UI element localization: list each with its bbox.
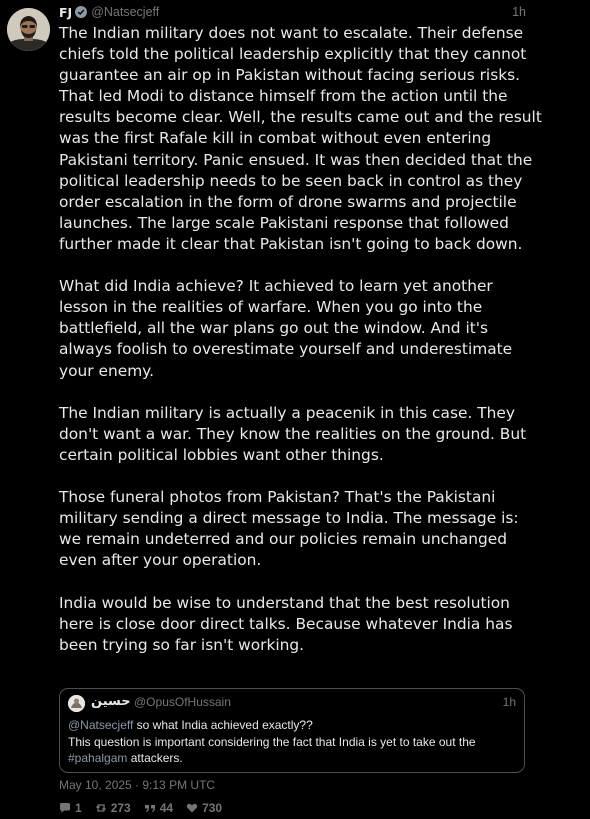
quote-stat[interactable] xyxy=(144,801,173,815)
tweet-paragraph: India would be wise to understand that the best resolution here is close door direct talks. Because whatever India has been trying so far isn't working. xyxy=(59,593,513,654)
quoted-author-avatar[interactable] xyxy=(68,695,85,712)
quoted-text: attackers. xyxy=(127,751,183,765)
verified-badge-icon xyxy=(75,6,87,18)
quoted-line xyxy=(68,717,516,734)
tweet-paragraph: What did India achieve? It achieved to learn yet another lesson in the realities of warfare. When you go into the battlefield, all the war plans go out the window. And it's always foolish to overestimate yourself and underestimate your enemy. xyxy=(59,277,513,380)
quoted-line: This question is important considering the fact that India is yet to take out the xyxy=(68,734,476,749)
mention-link[interactable]: @Natsecjeff xyxy=(68,718,134,732)
quoted-line xyxy=(68,750,516,767)
reply-count: 1 xyxy=(75,801,82,815)
quoted-tweet[interactable] xyxy=(59,688,525,773)
like-count: 730 xyxy=(202,801,223,815)
tweet-paragraph: Those funeral photos from Pakistan? That's the Pakistani military sending a direct message to India. The message is: we remain undeterred and our policies remain unchanged even after your operation. xyxy=(59,488,519,570)
quote-count: 44 xyxy=(159,801,174,815)
retweet-stat[interactable] xyxy=(95,801,131,815)
quoted-author-name[interactable]: حسین xyxy=(91,694,131,709)
heart-icon xyxy=(186,802,198,814)
author-handle[interactable]: @Natsecjeff xyxy=(91,5,160,19)
tweet-text xyxy=(59,23,544,656)
tweet-stats xyxy=(59,801,235,815)
retweet-count: 273 xyxy=(110,801,131,815)
tweet-timestamp[interactable]: May 10, 2025 · 9:13 PM UTC xyxy=(59,778,216,792)
hashtag-link[interactable]: #pahalgam xyxy=(68,751,128,765)
author-avatar-image xyxy=(7,8,50,51)
tweet-header xyxy=(59,4,526,20)
quoted-tweet-time[interactable]: 1h xyxy=(502,695,516,709)
reply-stat[interactable] xyxy=(59,801,82,815)
tweet-paragraph: The Indian military does not want to escalate. Their defense chiefs told the political leadership explicitly that they cannot guarantee an air op in Pakistan without facing serious risks. That led Modi to distance himself from the action until the results become clear. Well, the results came out and the result was the first Rafale kill in combat without even entering Pakistani territory. Panic ensued. It was then decided that the political leadership needs to be seen back in control as they order escalation in the form of drone swarms and projectile launches. The large scale Pakistani response that followed further made it clear that Pakistan isn't going to back down. xyxy=(59,24,542,253)
quote-icon xyxy=(144,802,156,814)
quoted-tweet-text xyxy=(68,717,516,767)
reply-icon xyxy=(59,802,71,814)
retweet-icon xyxy=(95,802,107,814)
author-name[interactable]: FJ xyxy=(59,4,73,20)
quoted-author-handle[interactable]: @OpusOfHussain xyxy=(134,695,231,709)
tweet-paragraph: The Indian military is actually a peacenik in this case. They don't want a war. They know the realities on the ground. But certain political lobbies want other things. xyxy=(59,403,527,464)
like-stat[interactable] xyxy=(186,801,222,815)
tweet-time[interactable]: 1h xyxy=(512,5,526,19)
author-avatar[interactable] xyxy=(7,8,50,51)
quoted-text: so what India achieved exactly?? xyxy=(133,718,313,732)
